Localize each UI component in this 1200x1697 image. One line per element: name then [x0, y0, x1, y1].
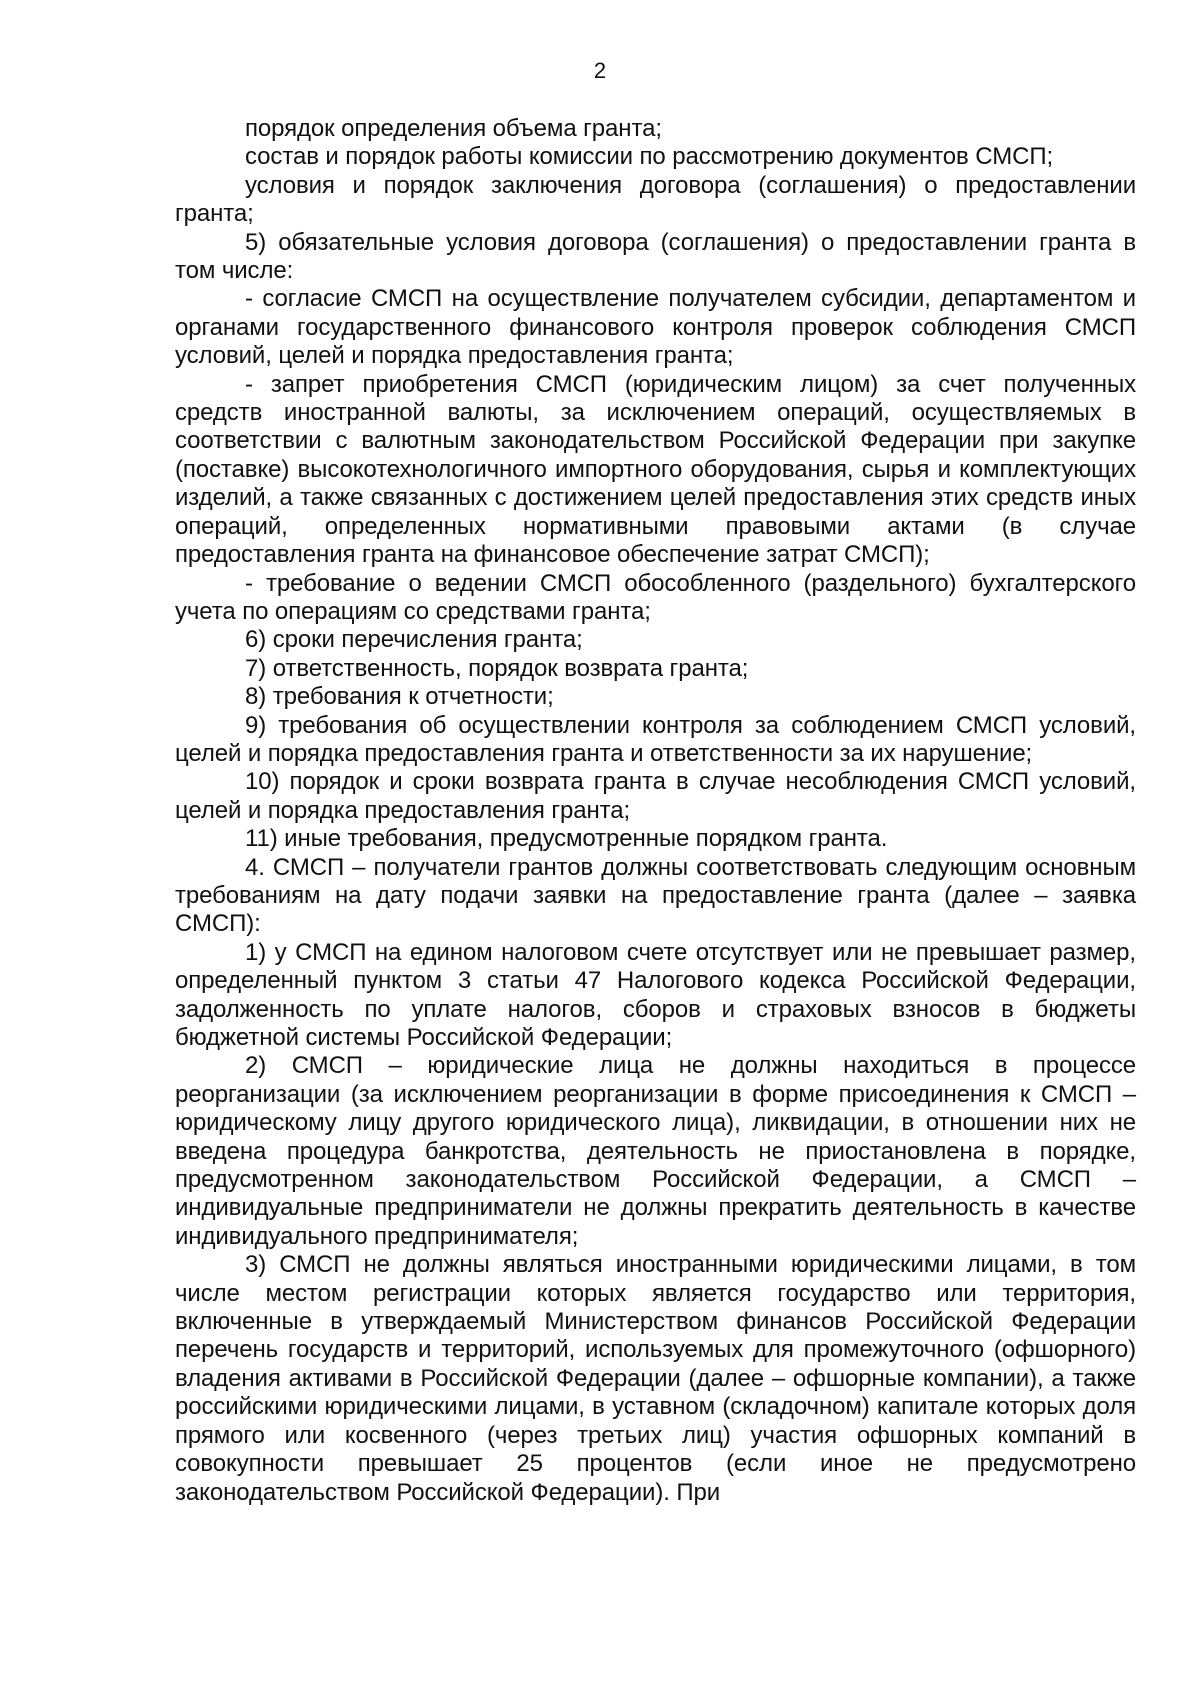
paragraph: 7) ответственность, порядок возврата гранта;	[245, 654, 749, 682]
paragraph: 1) у СМСП на едином налоговом счете отсутствует или не превышает размер, определенный пунктом 3 статьи 47 Налогового кодекса Российской Федерации, задолженность по уплате налогов, сборов и страховых взносов в бюджеты бюджетной системы Российской Федерации;	[175, 938, 1136, 1051]
paragraph: - запрет приобретения СМСП (юридическим лицом) за счет полученных средств иностранной валюты, за исключением операций, осуществляемых в соответствии с валютным законодательством Российской Федерации при закупке (поставке) высокотехнологичного импортного оборудования, сырья и комплектующих изделий, а также связанных с достижением целей предоставления этих средств иных операций, определенных нормативными правовыми актами (в случае предоставления гранта на финансовое обеспечение затрат СМСП);	[175, 370, 1136, 569]
paragraph: 8) требования к отчетности;	[245, 683, 554, 711]
paragraph: 4. СМСП – получатели грантов должны соответствовать следующим основным требованиям на дату подачи заявки на предоставление гранта (далее – заявка СМСП):	[175, 853, 1136, 938]
paragraph: 3) СМСП не должны являться иностранными юридическими лицами, в том числе местом регистрации которых является государство или территория, включенные в утверждаемый Министерством финансов Российской Федерации перечень государств и территорий, используемых для промежуточного (офшорного) владения активами в Российской Федерации (далее – офшорные компании), а также российскими юридическими лицами, в уставном (складочном) капитале которых доля прямого или косвенного (через третьих лиц) участия офшорных компаний в совокупности превышает 25 процентов (если иное не предусмотрено законодательством Российской Федерации). При	[175, 1251, 1136, 1506]
paragraph: - требование о ведении СМСП обособленного (раздельного) бухгалтерского учета по операциям со средствами гранта;	[175, 569, 1136, 625]
paragraph: 9) требования об осуществлении контроля за соблюдением СМСП условий, целей и порядка предоставления гранта и ответственности за их нарушение;	[175, 711, 1136, 767]
paragraph: - согласие СМСП на осуществление получателем субсидии, департаментом и органами государственного финансового контроля проверок соблюдения СМСП условий, целей и порядка предоставления гранта;	[175, 285, 1136, 370]
paragraph: условия и порядок заключения договора (соглашения) о предоставлении гранта;	[175, 171, 1136, 228]
paragraph: 2) СМСП – юридические лица не должны находиться в процессе реорганизации (за исключением реорганизации в форме присоединения к СМСП – юридическому лицу другого юридического лица), ликвидации, в отношении них не введена процедура банкротства, деятельность не приостановлена в порядке, предусмотренном законодательством Российской Федерации, а СМСП – индивидуальные предприниматели не должны прекратить деятельность в качестве индивидуального предпринимателя;	[175, 1052, 1136, 1250]
paragraph: состав и порядок работы комиссии по рассмотрению документов СМСП;	[245, 143, 1054, 171]
paragraph: порядок определения объема гранта;	[245, 115, 662, 142]
paragraph: 6) сроки перечисления гранта;	[245, 626, 583, 654]
paragraph: 5) обязательные условия договора (соглашения) о предоставлении гранта в том числе:	[175, 228, 1136, 285]
document-body	[175, 115, 1136, 1507]
paragraph: 11) иные требования, предусмотренные порядком гранта.	[245, 825, 888, 853]
paragraph: 10) порядок и сроки возврата гранта в случае несоблюдения СМСП условий, целей и порядка предоставления гранта;	[175, 768, 1136, 824]
page-number: 2	[593, 58, 607, 83]
